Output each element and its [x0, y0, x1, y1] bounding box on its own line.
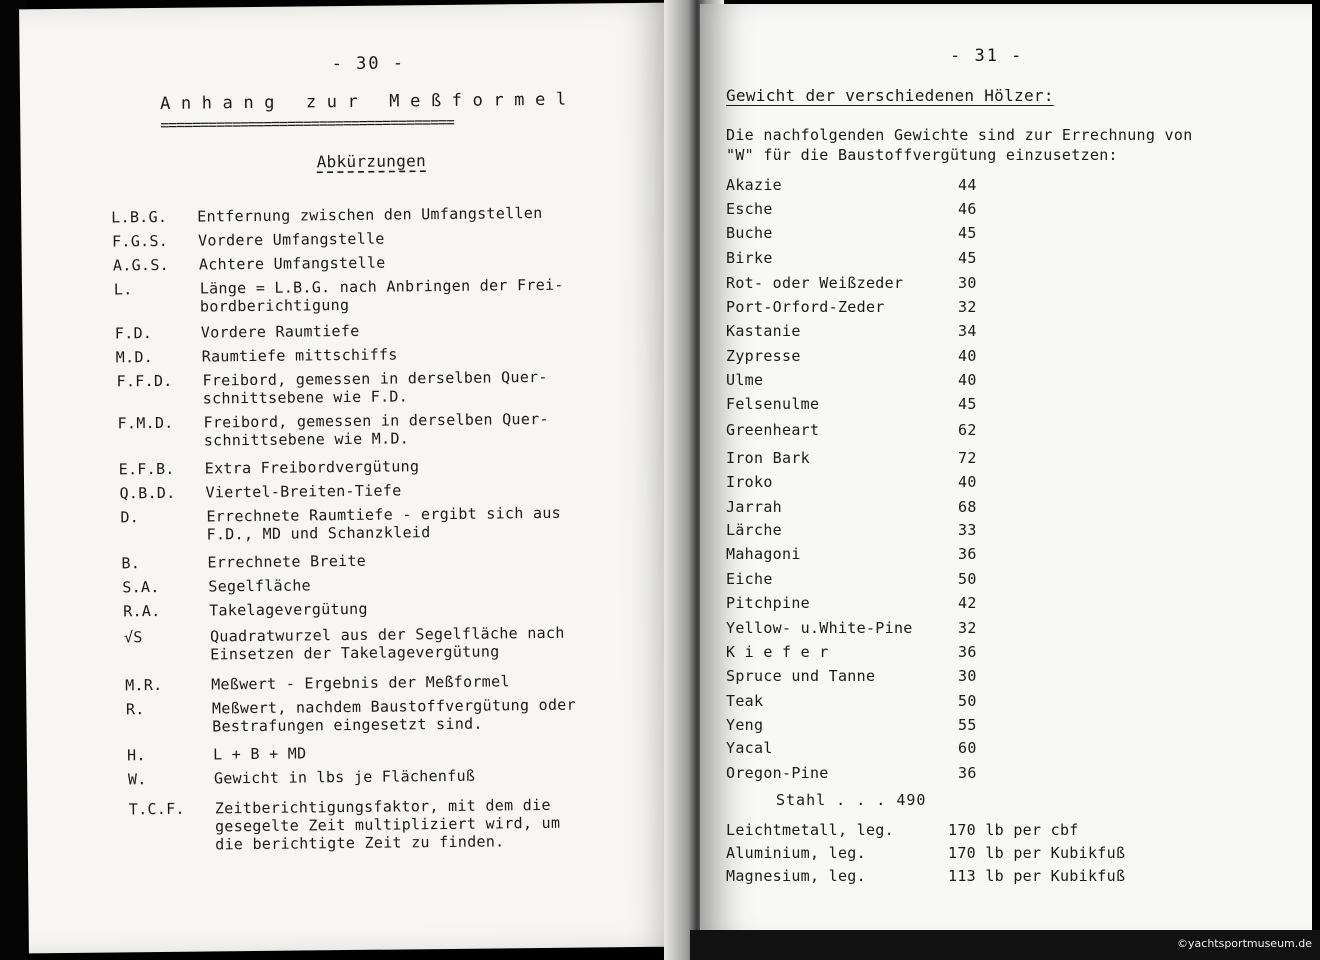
abbreviation-key: F.F.D. [116, 371, 173, 391]
abbreviation-key: S.A. [122, 577, 160, 597]
wood-name: Oregon-Pine [726, 764, 829, 782]
steel-weight: Stahl . . . 490 [776, 791, 927, 809]
right-page [700, 4, 1312, 938]
wood-weight: 68 [958, 498, 977, 516]
wood-weight: 40 [958, 371, 977, 389]
abbreviation-definition: Freibord, gemessen in derselben Quer- schnittsebene wie M.D. [203, 409, 549, 450]
abbreviation-definition: Meßwert - Ergebnis der Meßformel [211, 672, 510, 694]
abbreviation-definition: Quadratwurzel aus der Segelfläche nach Einsetzen der Takelagevergütung [209, 623, 565, 664]
title-underline: ===================================== [160, 112, 454, 134]
abbreviation-definition: Gewicht in lbs je Flächenfuß [213, 766, 476, 788]
wood-weight: 33 [958, 521, 977, 539]
wood-weight: 50 [958, 570, 977, 588]
abbreviations-heading: Abkürzungen [316, 151, 427, 172]
wood-weight: 45 [958, 395, 977, 413]
abbreviation-definition: Segelfläche [208, 576, 312, 596]
abbreviation-key: H. [126, 746, 146, 765]
abbreviation-definition: Freibord, gemessen in derselben Quer- schnittsebene wie F.D. [202, 367, 548, 408]
abbreviation-definition: Entfernung zwischen den Umfangstellen [197, 203, 543, 226]
wood-weight: 72 [958, 449, 977, 467]
abbreviation-definition: Zeitberichtigungsfaktor, mit dem die gesegelte Zeit multipliziert wird, um die berichtigte Zeit zu finden. [214, 795, 561, 854]
abbreviation-definition: Raumtiefe mittschiffs [201, 345, 398, 366]
wood-name: Lärche [726, 521, 782, 539]
abbreviation-definition: L + B + MD [212, 744, 307, 764]
wood-weight: 36 [958, 764, 977, 782]
wood-name: Pitchpine [726, 594, 810, 612]
wood-weight: 45 [958, 224, 977, 242]
abbreviation-key: L.B.G. [111, 207, 168, 227]
appendix-title: Anhang zur Meßformel [159, 89, 577, 114]
abbreviation-key: R.A. [123, 601, 161, 621]
wood-name: Eiche [726, 570, 773, 588]
abbreviation-definition: Länge = L.B.G. nach Anbringen der Frei- bordberichtigung [199, 275, 564, 316]
wood-name: Ulme [726, 371, 764, 389]
abbreviation-key: L. [113, 280, 133, 299]
abbreviation-key: Q.B.D. [119, 483, 176, 503]
abbreviation-key: W. [127, 770, 147, 789]
abbreviation-definition: Errechnete Raumtiefe - ergibt sich aus F.D., MD und Schanzkleid [206, 503, 562, 544]
wood-name: Buche [726, 224, 773, 242]
wood-weight: 55 [958, 716, 977, 734]
abbreviation-key: F.G.S. [112, 231, 169, 251]
wood-name: Birke [726, 249, 773, 267]
abbreviation-definition: Vordere Raumtiefe [200, 321, 360, 342]
metal-weight: 170 lb per cbf [948, 821, 1079, 839]
wood-name: Zypresse [726, 347, 801, 365]
wood-name: Rot- oder Weißzeder [726, 274, 904, 292]
watermark: ©yachtsportmuseum.de [1177, 937, 1312, 950]
wood-weight: 40 [958, 347, 977, 365]
wood-weight: 30 [958, 274, 977, 292]
wood-weight: 34 [958, 322, 977, 340]
wood-weight: 45 [958, 249, 977, 267]
wood-name: Yeng [726, 716, 764, 734]
abbreviation-definition: Takelagevergütung [209, 599, 368, 620]
abbreviation-key: T.C.F. [128, 799, 185, 819]
wood-name: Iron Bark [726, 449, 810, 467]
abbreviation-key: √S [123, 628, 143, 647]
wood-name: Iroko [726, 473, 773, 491]
abbreviation-key: M.D. [115, 348, 154, 367]
abbreviation-definition: Extra Freibordvergütung [204, 457, 420, 478]
wood-weight: 62 [958, 421, 977, 439]
abbreviation-definition: Meßwert, nachdem Baustoffvergütung oder Bestrafungen eingesetzt sind. [211, 695, 576, 736]
wood-weight: 36 [958, 643, 977, 661]
metal-name: Aluminium, leg. [726, 844, 866, 862]
wood-name: Yellow- u.White-Pine [726, 619, 913, 637]
wood-name: Yacal [726, 739, 773, 757]
wood-name: Felsenulme [726, 395, 820, 413]
wood-name: Greenheart [726, 421, 820, 439]
wood-weight: 60 [958, 739, 977, 757]
abbreviation-definition: Achtere Umfangstelle [198, 253, 386, 274]
metal-weight: 113 lb per Kubikfuß [948, 867, 1126, 885]
wood-name: Jarrah [726, 498, 782, 516]
wood-weight: 40 [958, 473, 977, 491]
abbreviation-key: B. [121, 554, 141, 573]
abbreviation-definition: Viertel-Breiten-Tiefe [205, 481, 402, 502]
abbreviation-key: M.R. [125, 675, 163, 695]
abbreviation-key: R. [125, 700, 145, 719]
wood-weight: 46 [958, 200, 977, 218]
abbreviation-definition: Errechnete Breite [207, 551, 367, 572]
wood-weight: 42 [958, 594, 977, 612]
wood-name: Mahagoni [726, 545, 801, 563]
wood-weight: 30 [958, 667, 977, 685]
wood-weight: 36 [958, 545, 977, 563]
abbreviation-key: F.M.D. [117, 413, 174, 433]
wood-weight: 50 [958, 692, 977, 710]
abbreviation-key: F.D. [114, 324, 153, 343]
left-page [19, 3, 679, 954]
abbreviation-definition: Vordere Umfangstelle [198, 229, 385, 250]
wood-weight: 44 [958, 176, 977, 194]
wood-weight: 32 [958, 619, 977, 637]
wood-name: K i e f e r [726, 643, 829, 661]
metal-name: Magnesium, leg. [726, 867, 866, 885]
abbreviation-key: D. [120, 508, 140, 527]
page-number-right: - 31 - [950, 46, 1024, 66]
wood-name: Akazie [726, 176, 782, 194]
wood-name: Kastanie [726, 322, 801, 340]
wood-name: Port-Orford-Zeder [726, 298, 885, 316]
wood-name: Teak [726, 692, 764, 710]
metal-name: Leichtmetall, leg. [726, 821, 894, 839]
abbreviation-key: A.G.S. [112, 255, 170, 275]
wood-name: Spruce und Tanne [726, 667, 876, 685]
abbreviation-key: E.F.B. [118, 459, 175, 479]
intro-text: Die nachfolgenden Gewichte sind zur Errechnung von "W" für die Baustoffvergütung einzusetzen: [726, 126, 1193, 164]
wood-weights-title: Gewicht der verschiedenen Hölzer: [726, 86, 1054, 105]
wood-weight: 32 [958, 298, 977, 316]
metal-weight: 170 lb per Kubikfuß [948, 844, 1126, 862]
page-number-left: - 30 - [331, 53, 406, 75]
wood-name: Esche [726, 200, 773, 218]
